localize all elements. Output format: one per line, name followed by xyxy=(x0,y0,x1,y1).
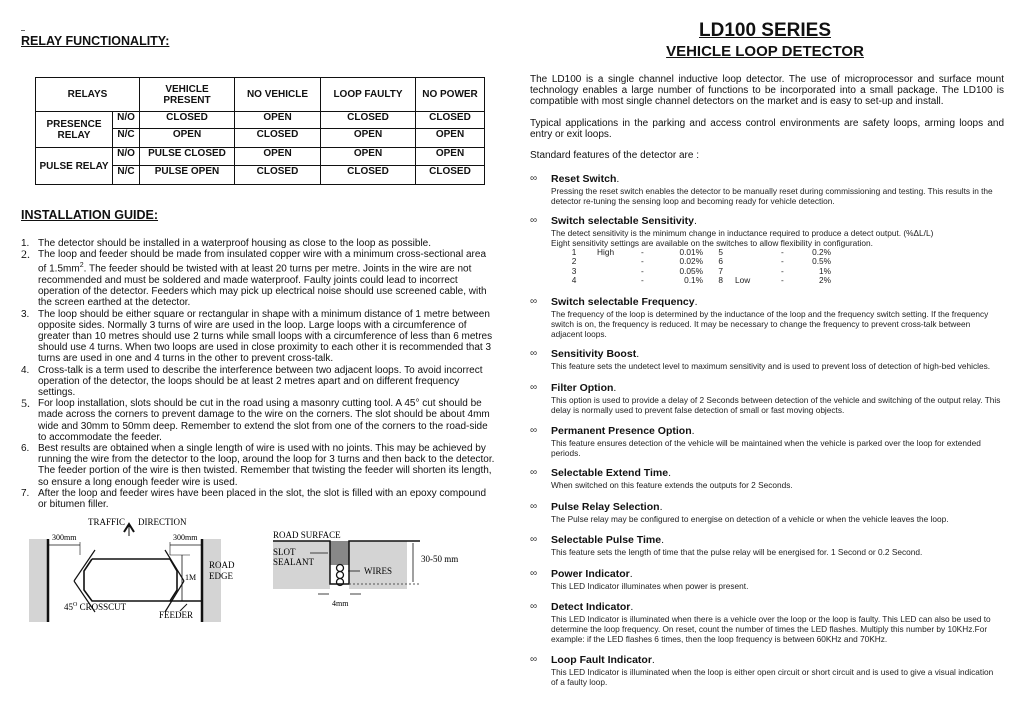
setting-label xyxy=(597,276,641,285)
setting-label: High xyxy=(597,247,615,257)
depth-label: 30-50 mm xyxy=(421,554,459,564)
dash: - xyxy=(641,274,644,285)
period: . xyxy=(629,568,633,580)
setting-label xyxy=(597,267,641,276)
setting-label: Low xyxy=(735,274,751,285)
slot-sealant-fill xyxy=(330,541,349,565)
product-title: LD100 SERIES xyxy=(699,20,831,41)
feature-body: This LED Indicator is illuminated when the loop is either open circuit or short circuit and is used to give a visual indication of a faulty loop. xyxy=(551,667,994,687)
dash: - xyxy=(641,256,644,267)
applications-paragraph: Typical applications in the parking and access control environments are safety loops, arming loops and entry or exit loops. xyxy=(530,118,1004,140)
dim-left-label: 300mm xyxy=(52,533,77,542)
feature-title-text: Detect Indicator xyxy=(551,601,631,613)
feature-title-text: Switch selectable Sensitivity xyxy=(551,215,694,227)
width-label: 4mm xyxy=(332,599,349,608)
header-loop-faulty: LOOP FAULTY xyxy=(321,78,416,112)
step-number: 6. xyxy=(21,442,30,454)
slot-cross-section-diagram xyxy=(260,515,480,613)
wires-label: WIRES xyxy=(364,566,392,576)
relay-functionality-heading: RELAY FUNCTIONALITY: xyxy=(21,34,170,48)
cell: CLOSED xyxy=(235,129,321,148)
dash: - xyxy=(641,247,644,257)
setting-number: 7 xyxy=(718,265,723,276)
infinity-bullet-icon: ∞ xyxy=(530,348,538,359)
wire-circle xyxy=(337,565,344,572)
setting-value: 1% xyxy=(819,265,831,276)
list-item xyxy=(21,443,497,488)
group-presence-relay xyxy=(36,112,113,148)
header-no-vehicle: NO VEHICLE xyxy=(235,78,321,112)
feature-title xyxy=(551,654,655,666)
wire-circle xyxy=(337,572,344,579)
feature-title xyxy=(551,382,616,394)
relay-functionality-table xyxy=(35,77,485,185)
cell: OPEN xyxy=(235,112,321,129)
feature-title-text: Sensitivity Boost xyxy=(551,348,637,360)
cell: CLOSED xyxy=(321,112,416,129)
infinity-bullet-icon: ∞ xyxy=(530,601,538,612)
setting-value: 2% xyxy=(819,274,831,285)
period: . xyxy=(693,215,697,227)
step-text: After the loop and feeder wires have been placed in the slot, the slot is filled with an epoxy compound or bitumen filler. xyxy=(38,487,487,510)
cell: CLOSED xyxy=(416,166,485,185)
product-subtitle: VEHICLE LOOP DETECTOR xyxy=(666,43,864,60)
feature-body: This feature sets the undetect level to maximum sensitivity and is used to prevent loss of detection of high-bed vehicles. xyxy=(551,361,991,371)
cell: PULSE CLOSED xyxy=(140,148,235,166)
group-name: PRESENCE RELAY xyxy=(46,118,102,141)
features-intro: Standard features of the detector are : xyxy=(530,150,699,161)
header-no-power: NO POWER xyxy=(416,78,485,112)
header-vehicle-present xyxy=(140,78,235,112)
table-row xyxy=(36,112,485,129)
list-item xyxy=(21,249,497,308)
setting-value: 0.05% xyxy=(679,265,703,276)
feature-title-text: Switch selectable Frequency xyxy=(551,296,695,308)
contact-cell: N/O xyxy=(113,112,140,129)
feature-title-text: Permanent Presence Option xyxy=(551,425,692,437)
setting-value: 0.5% xyxy=(812,256,831,267)
step-text: The loop should be either square or rectangular in shape with a minimum distance of 1 metre between opposite sides. Normally 3 turns of wire are used in the loop. Large loops with a circumference of greater than 10 metres should use 2 turns while small loops with a circumference of less than 6 metres should use 4 turns. When two loops are used in close proximity to each other it is recommended that 3 turns are used in one and 4 turns in the other to prevent cross-talk. xyxy=(38,308,493,365)
feature-title xyxy=(551,534,664,546)
step-number: 1. xyxy=(21,238,30,249)
dash: - xyxy=(781,256,784,267)
setting-number: 6 xyxy=(718,256,723,267)
step-text: Best results are obtained when a single length of wire is used with no joints. This may be achieved by running the wire from the detector to the loop, around the loop for 3 turns and then back to the detector. The feeder portion of the wire is then twisted. Remember that twisting the feeder will shorten its length, so ensure a long enough feeder wire is used. xyxy=(38,442,495,488)
infinity-bullet-icon: ∞ xyxy=(530,173,538,184)
contact-cell: N/C xyxy=(113,129,140,148)
group-pulse-relay: PULSE RELAY xyxy=(36,148,113,185)
feature-body: This option is used to provide a delay of 2 Seconds between detection of the vehicle and switching of the output relay. This delay is normally used to prevent false detection of small or fast moving objects. xyxy=(551,395,1001,415)
cell: OPEN xyxy=(235,148,321,166)
feature-title-text: Power Indicator xyxy=(551,568,630,580)
road-surface-label: ROAD SURFACE xyxy=(273,530,341,540)
traffic-label: TRAFFIC xyxy=(88,517,126,527)
road-edge-left-shade xyxy=(29,539,47,622)
feature-body xyxy=(551,228,1001,285)
setting-number: 2 xyxy=(571,256,577,267)
setting-label xyxy=(723,257,781,266)
infinity-bullet-icon: ∞ xyxy=(530,425,538,436)
step-text-cont: . The feeder should be twisted with at least 20 turns per metre. Joints in the wire are not recommended and must be soldered and made waterproof. Faulty joints could lead to incorrect operation of the detector. Feeders which may pick up electrical noise should use screened cable, with the screen earthed at the detector. xyxy=(38,263,487,309)
period: . xyxy=(613,382,617,394)
feature-body-line: Eight sensitivity settings are available on the switches to allow flexibility in configuration. xyxy=(551,238,873,248)
setting-number: 5 xyxy=(718,247,723,257)
step-text: Cross-talk is a term used to describe the interference between two adjacent loops. To avoid incorrect operation of the detector, the loops should be at least 2 metres apart and on different frequency settings. xyxy=(38,364,483,398)
direction-label: DIRECTION xyxy=(138,517,187,527)
step-number: 7. xyxy=(21,487,30,499)
setting-label xyxy=(723,267,781,276)
step-number: 2. xyxy=(21,247,30,262)
list-item xyxy=(21,398,497,443)
setting-number: 8 xyxy=(718,274,723,285)
crosscut-angle: 45 xyxy=(64,602,73,612)
step-number: 4. xyxy=(21,364,30,376)
crosscut-label xyxy=(64,602,127,612)
step-number: 5. xyxy=(21,396,30,411)
setting-number: 1 xyxy=(571,247,577,257)
period: . xyxy=(694,296,698,308)
feature-title-text: Selectable Extend Time xyxy=(551,467,669,479)
feature-title xyxy=(551,215,697,227)
contact-cell: N/C xyxy=(113,166,140,185)
edge-label: EDGE xyxy=(209,571,233,581)
sensitivity-row xyxy=(551,276,831,285)
crosscut-text: CROSSCUT xyxy=(77,602,127,612)
setting-number: 4 xyxy=(571,274,577,285)
cell: CLOSED xyxy=(140,112,235,129)
setting-label xyxy=(723,248,781,257)
feature-body: Pressing the reset switch enables the detector to be manually reset during commissioning and testing. This results in the detector re-tuning the sensing loop and becoming ready for vehicle detection. xyxy=(551,186,993,206)
feeder-label: FEEDER xyxy=(159,610,194,620)
intro-paragraph: The LD100 is a single channel inductive loop detector. The use of microprocessor and surface mount technology enables a large number of functions to be incorporated into a small package. The LD100 is compatible with most single channel detectors on the market and is easy to set-up and install. xyxy=(530,74,1004,107)
infinity-bullet-icon: ∞ xyxy=(530,501,538,512)
dash: - xyxy=(781,274,784,285)
feature-body: The frequency of the loop is determined by the inductance of the loop and the frequency switch setting. If the frequency switch is on, the frequency is reduced. It may be necessary to change the frequency to prevent cross-talk between adjacent loops. xyxy=(551,309,989,339)
list-item xyxy=(21,309,497,365)
infinity-bullet-icon: ∞ xyxy=(530,382,538,393)
crosscut-tr xyxy=(165,550,184,581)
period: . xyxy=(636,348,640,360)
dim-1m-label: 1M xyxy=(185,573,197,582)
contact-cell: N/O xyxy=(113,148,140,166)
feature-title xyxy=(551,296,697,308)
infinity-bullet-icon: ∞ xyxy=(530,534,538,545)
feature-title xyxy=(551,501,662,513)
feature-title-text: Reset Switch xyxy=(551,173,617,185)
step-text: For loop installation, slots should be cut in the road using a masonry cutting tool. A 45° cut should be made across the corners to prevent damage to the wire on the corners. The slot should be about 4mm wide and 30mm to 50mm deep. Remember to extend the slot from one of the corners to the road-side to accommodate the feeder. xyxy=(38,398,490,443)
cell: CLOSED xyxy=(235,166,321,185)
dash: - xyxy=(641,265,644,276)
setting-value: 0.1% xyxy=(684,274,703,285)
setting-label xyxy=(597,257,641,266)
feature-body: This LED Indicator illuminates when power is present. xyxy=(551,581,749,591)
cell: OPEN xyxy=(321,129,416,148)
setting-value: 0.2% xyxy=(812,247,831,257)
loop-layout-diagram xyxy=(20,510,260,622)
header-relays: RELAYS xyxy=(36,78,140,112)
cell: CLOSED xyxy=(321,166,416,185)
feature-body: This feature sets the length of time that the pulse relay will be energised for. 1 Second or 0.2 Second. xyxy=(551,547,923,557)
table-header-row xyxy=(36,78,485,112)
setting-value: 0.01% xyxy=(679,247,703,257)
installation-steps-list xyxy=(21,238,497,510)
cell: OPEN xyxy=(416,148,485,166)
feature-body: When switched on this feature extends the outputs for 2 Seconds. xyxy=(551,480,793,490)
crosscut-br xyxy=(165,581,184,612)
sealant-label: SEALANT xyxy=(273,557,314,567)
slot-label: SLOT xyxy=(273,547,296,557)
installation-guide-heading: INSTALLATION GUIDE: xyxy=(21,208,159,222)
superscript: 2 xyxy=(79,262,84,270)
feature-title xyxy=(551,425,695,437)
feature-title-text: Pulse Relay Selection xyxy=(551,501,660,513)
feature-title-text: Selectable Pulse Time xyxy=(551,534,662,546)
step-text: The loop and feeder should be made from insulated copper wire with a minimum cross-sectional area of 1.5mm xyxy=(38,249,487,275)
loop-outline xyxy=(84,559,177,601)
feature-title-text: Loop Fault Indicator xyxy=(551,654,652,666)
feature-body: This LED Indicator is illuminated when there is a vehicle over the loop or the loop is faulty. This LED can also be used to determine the loop frequency. On reset, count the number of times the LED flashes. Multiply this number by 10KHz.For example: if the LED flashes 6 times, then the loop frequency is between 60KHz and 70KHz. xyxy=(551,614,991,644)
feature-body: This feature ensures detection of the vehicle will be maintained when the vehicle is parked over the loop for extended periods. xyxy=(551,438,981,458)
setting-number: 3 xyxy=(571,265,577,276)
step-text: The detector should be installed in a waterproof housing as close to the loop as possible. xyxy=(38,238,432,249)
feature-body-line: The detect sensitivity is the minimum change in inductance required to produce a detect output. (%ΔL/L) xyxy=(551,228,934,238)
period: . xyxy=(659,501,663,513)
road-label: ROAD xyxy=(209,560,235,570)
sensitivity-table xyxy=(551,248,831,285)
feature-title-text: Filter Option xyxy=(551,382,614,394)
cell: OPEN xyxy=(416,129,485,148)
header-vehicle-present-text: VEHICLE PRESENT xyxy=(163,83,211,106)
period: . xyxy=(630,601,634,613)
list-item xyxy=(21,238,497,249)
cell: OPEN xyxy=(140,129,235,148)
period: . xyxy=(668,467,672,479)
cell: OPEN xyxy=(321,148,416,166)
feature-title xyxy=(551,467,671,479)
feature-title xyxy=(551,601,633,613)
infinity-bullet-icon: ∞ xyxy=(530,467,538,478)
period: . xyxy=(691,425,695,437)
feature-title xyxy=(551,348,639,360)
infinity-bullet-icon: ∞ xyxy=(530,568,538,579)
infinity-bullet-icon: ∞ xyxy=(530,296,538,307)
dash: - xyxy=(781,247,784,257)
cell: CLOSED xyxy=(416,112,485,129)
setting-value: 0.02% xyxy=(679,256,703,267)
infinity-bullet-icon: ∞ xyxy=(530,215,538,226)
list-item xyxy=(21,365,497,399)
dash: - xyxy=(781,265,784,276)
table-row xyxy=(36,148,485,166)
feature-title xyxy=(551,173,619,185)
road-right-shade xyxy=(349,541,407,589)
feature-body: The Pulse relay may be configured to energise on detection of a vehicle or when the vehicle leaves the loop. xyxy=(551,514,949,524)
decorative-mark xyxy=(21,30,25,31)
cell: PULSE OPEN xyxy=(140,166,235,185)
dim-right-label: 300mm xyxy=(173,533,198,542)
crosscut-degree: O xyxy=(73,602,78,608)
step-number: 3. xyxy=(21,308,30,320)
period: . xyxy=(651,654,655,666)
infinity-bullet-icon: ∞ xyxy=(530,654,538,665)
feature-title xyxy=(551,568,633,580)
period: . xyxy=(661,534,665,546)
list-item xyxy=(21,488,497,510)
period: . xyxy=(616,173,620,185)
